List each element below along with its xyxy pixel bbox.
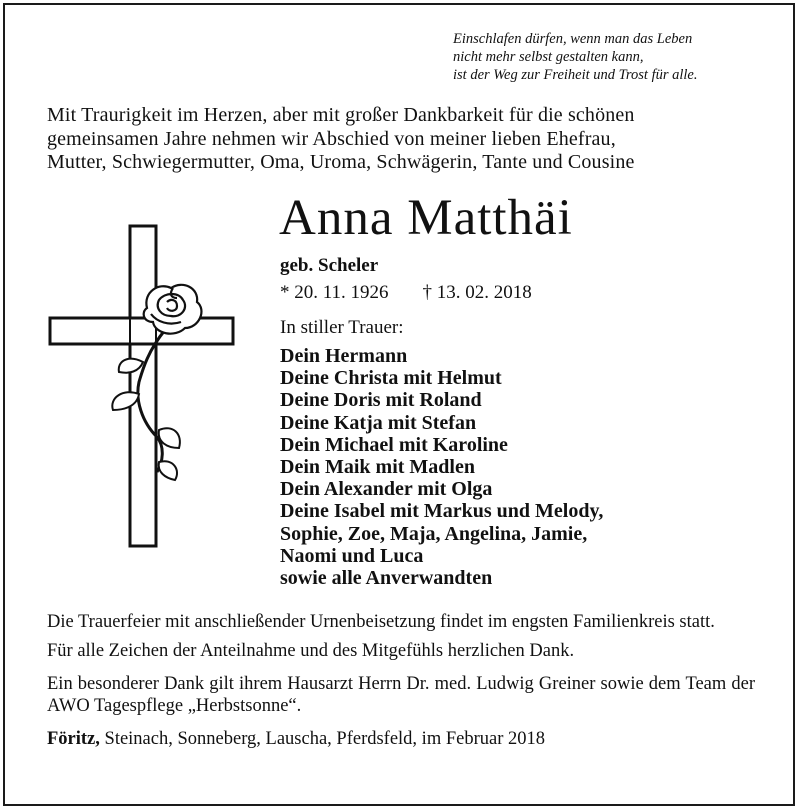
mourner-line: Dein Michael mit Karoline bbox=[280, 433, 508, 456]
intro-line: gemeinsamen Jahre nehmen wir Abschied von meiner lieben Ehefrau, bbox=[47, 127, 616, 150]
intro-line: Mit Traurigkeit im Herzen, aber mit großer Dankbarkeit für die schönen bbox=[47, 104, 635, 126]
mourner-line: Deine Katja mit Stefan bbox=[280, 411, 477, 434]
mourning-label: In stiller Trauer: bbox=[280, 317, 404, 338]
life-dates bbox=[280, 282, 532, 304]
motto-line: ist der Weg zur Freiheit und Trost für alle. bbox=[453, 67, 698, 83]
mourner-line: Dein Alexander mit Olga bbox=[280, 478, 493, 501]
intro-line: Mutter, Schwiegermutter, Oma, Uroma, Schwägerin, Tante und Cousine bbox=[47, 151, 635, 173]
thanks-note: Für alle Zeichen der Anteilnahme und des Mitgefühls herzlichen Dank. bbox=[47, 640, 575, 661]
cross-with-rose-icon bbox=[47, 222, 237, 557]
mourner-line: Sophie, Zoe, Maja, Angelina, Jamie, bbox=[280, 522, 588, 545]
death-date: † 13. 02. 2018 bbox=[422, 282, 532, 303]
mourner-line: Deine Doris mit Roland bbox=[280, 389, 482, 412]
mourner-line: sowie alle Anverwandten bbox=[280, 567, 493, 590]
motto-verse bbox=[453, 30, 753, 84]
special-thanks-note: Ein besonderer Dank gilt ihrem Hausarzt Herrn Dr. med. Ludwig Greiner sowie dem Team der AWO Tagespflege „Herbstsonne“. bbox=[47, 674, 755, 716]
mourner-line: Deine Isabel mit Markus und Melody, bbox=[280, 500, 604, 523]
closing-notes bbox=[47, 612, 755, 751]
deceased-name: Anna Matthäi bbox=[279, 190, 573, 246]
birth-name: geb. Scheler bbox=[280, 255, 379, 276]
intro-text bbox=[47, 104, 757, 175]
mourners-list bbox=[280, 345, 603, 589]
ceremony-note: Die Trauerfeier mit anschließender Urnenbeisetzung findet im engsten Familienkreis statt. bbox=[47, 612, 715, 632]
birth-date: * 20. 11. 1926 bbox=[280, 282, 389, 303]
place-date-line bbox=[47, 729, 755, 751]
mourner-line: Deine Christa mit Helmut bbox=[280, 367, 502, 390]
mourner-line: Dein Hermann bbox=[280, 345, 408, 367]
place-name: Föritz, bbox=[47, 729, 100, 749]
place-and-date: Steinach, Sonneberg, Lauscha, Pferdsfeld, im Februar 2018 bbox=[99, 729, 545, 749]
mourner-line: Dein Maik mit Madlen bbox=[280, 456, 475, 479]
motto-line: nicht mehr selbst gestalten kann, bbox=[453, 49, 644, 65]
motto-line: Einschlafen dürfen, wenn man das Leben bbox=[453, 31, 693, 47]
mourner-line: Naomi und Luca bbox=[280, 544, 424, 567]
